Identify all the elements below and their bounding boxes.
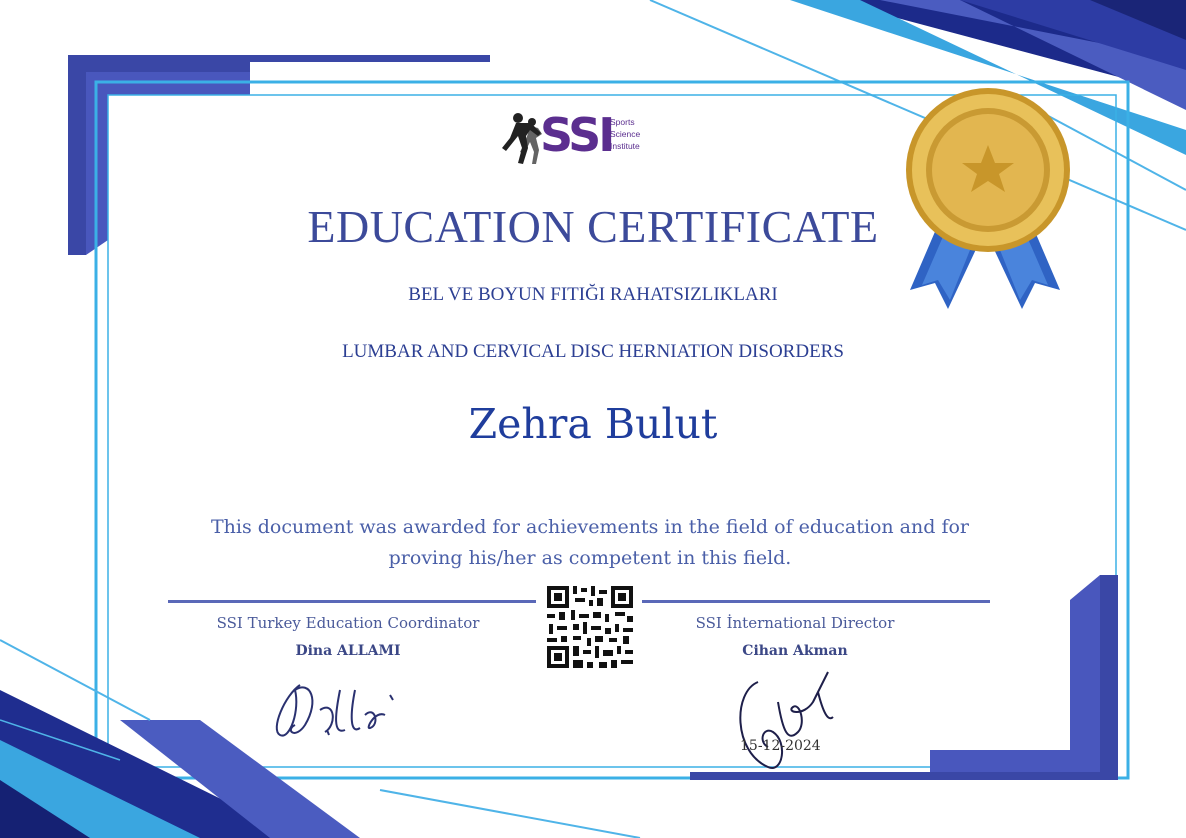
certificate-title: EDUCATION CERTIFICATE — [307, 201, 879, 252]
signature-left — [265, 670, 415, 755]
logo-subtitle-line: Science — [610, 129, 641, 139]
right-signatory-title: SSI İnternational Director — [695, 614, 895, 632]
signature-line-right — [642, 600, 990, 603]
description-line: proving his/her as competent in this field. — [388, 547, 792, 569]
logo-wordmark: SSI — [540, 108, 613, 162]
issue-date: 15-12-2024 — [740, 738, 821, 754]
qr-code-icon[interactable] — [545, 584, 635, 670]
logo-subtitle — [610, 116, 670, 152]
signature-line-left — [168, 600, 536, 603]
award-description — [190, 512, 990, 574]
left-signatory-title: SSI Turkey Education Coordinator — [216, 614, 480, 632]
recipient-name: Zehra Bulut — [468, 400, 718, 448]
course-title-english: LUMBAR AND CERVICAL DISC HERNIATION DISORDERS — [342, 341, 844, 362]
signature-right — [728, 662, 848, 782]
course-title-turkish: BEL VE BOYUN FITIĞI RAHATSIZLIKLARI — [408, 284, 778, 305]
left-signatory-name: Dina ALLAMI — [295, 643, 401, 659]
description-line: This document was awarded for achievements in the field of education and for — [210, 516, 969, 538]
right-signatory-name: Cihan Akman — [742, 643, 848, 659]
logo-subtitle-line: Institute — [610, 141, 640, 151]
logo-subtitle-line: Sports — [610, 117, 635, 127]
